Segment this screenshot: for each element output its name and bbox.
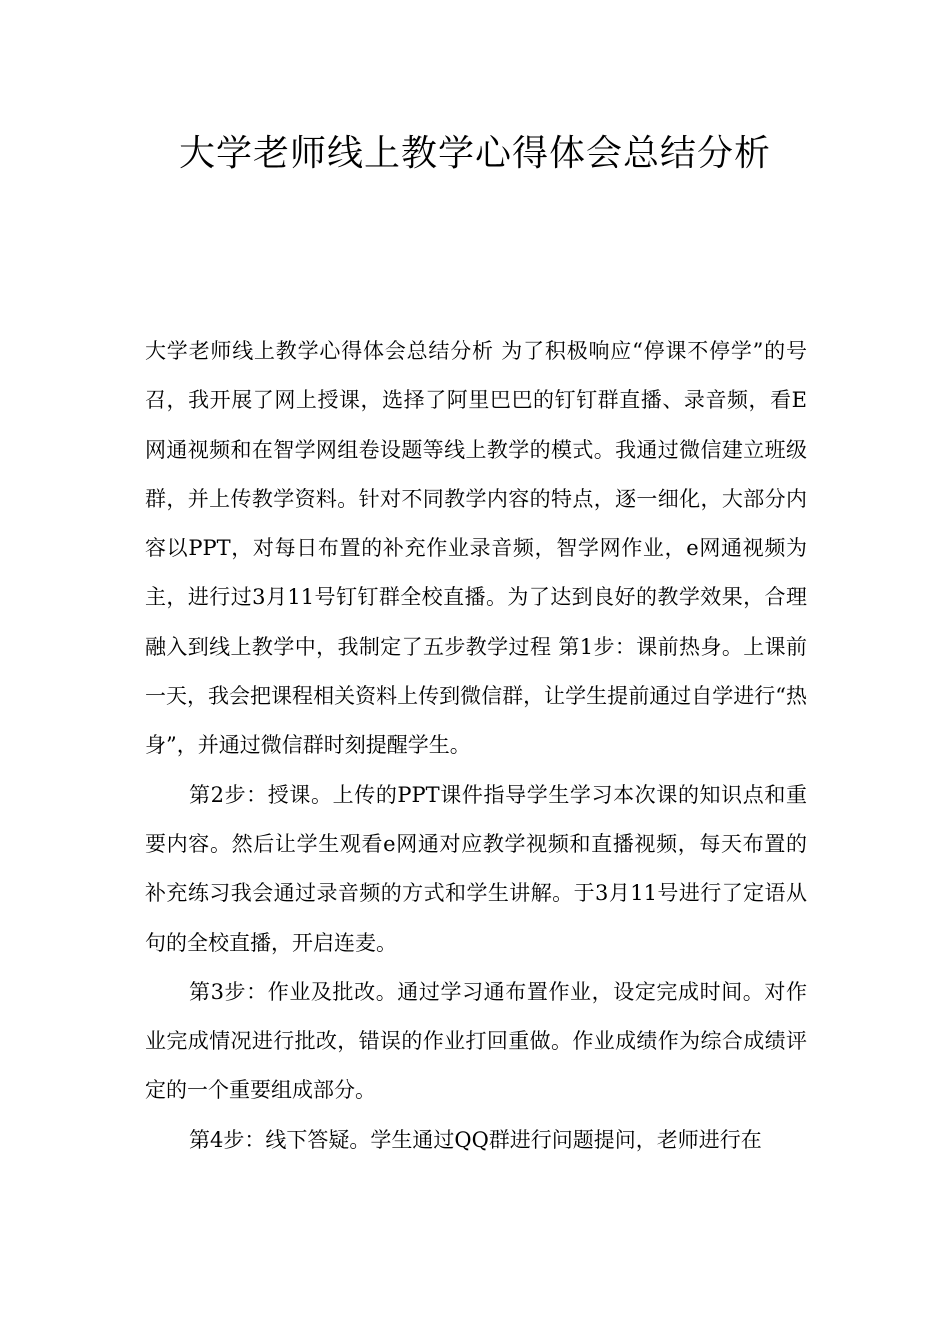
- document-title: 大学老师线上教学心得体会总结分析: [178, 133, 771, 174]
- document-body: [145, 327, 807, 1165]
- paragraph-step-4: 第4步：线下答疑。学生通过QQ群进行问题提问，老师进行在: [189, 1127, 762, 1152]
- paragraph-step-3: 第3步：作业及批改。通过学习通布置作业，设定完成时间。对作业完成情况进行批改，错误的作业打回重做。作业成绩作为综合成绩评定的一个重要组成部分。: [145, 979, 807, 1103]
- paragraph-step-2: 第2步：授课。上传的PPT课件指导学生学习本次课的知识点和重要内容。然后让学生观看e网通对应教学视频和直播视频，每天布置的补充练习我会通过录音频的方式和学生讲解。于3月11号进行了定语从句的全校直播，开启连麦。: [145, 782, 807, 955]
- paragraph-intro: 大学老师线上教学心得体会总结分析 为了积极响应“停课不停学”的号召，我开展了网上授课，选择了阿里巴巴的钉钉群直播、录音频，看E网通视频和在智学网组卷设题等线上教学的模式。我通过微信建立班级群，并上传教学资料。针对不同教学内容的特点，逐一细化，大部分内容以PPT，对每日布置的补充作业录音频，智学网作业，e网通视频为主，进行过3月11号钉钉群全校直播。为了达到良好的教学效果，合理融入到线上教学中，我制定了五步教学过程 第1步：课前热身。上课前一天，我会把课程相关资料上传到微信群，让学生提前通过自学进行“热身”，并通过微信群时刻提醒学生。: [145, 339, 807, 758]
